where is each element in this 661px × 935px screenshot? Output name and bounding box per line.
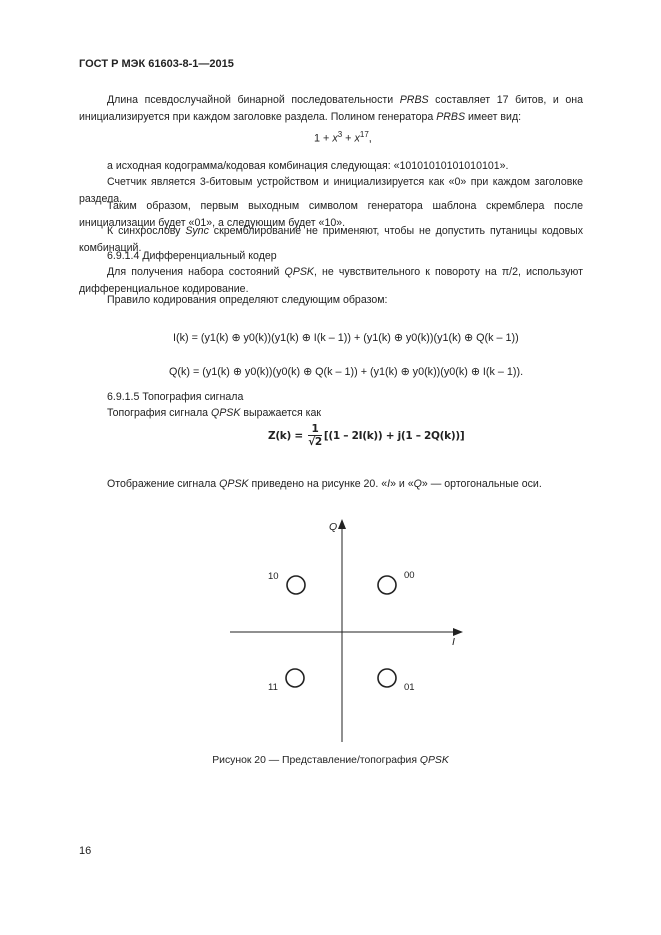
text: выражается как — [240, 407, 322, 419]
text: , — [368, 132, 372, 145]
constellation-point-01 — [378, 669, 396, 687]
text: Топография сигнала — [107, 407, 211, 419]
text: составляет 17 битов, и она инициализируется при каждом заголовке раздела. Полином генератора — [79, 94, 583, 123]
text: » и « — [390, 478, 414, 490]
section-heading-6915: 6.9.1.5 Топография сигнала — [107, 391, 244, 403]
z-rhs: [(1 – 2I(k)) + j(1 – 2Q(k))] — [323, 430, 465, 442]
section-heading-6914: 6.9.1.4 Дифференциальный кодер — [107, 250, 277, 262]
paragraph-first-symbol: Таким образом, первым выходным символом генератора шаблона скремблера после инициализации будет «01», а следующим будет «10». — [79, 200, 583, 229]
equation-i: I(k) = (y1(k) ⊕ y0(k))(y1(k) ⊕ I(k – 1)) + (y1(k) ⊕ y0(k))(y1(k) ⊕ Q(k – 1)) — [173, 332, 519, 344]
q-axis-arrow-icon — [338, 519, 346, 529]
term-q: Q — [413, 478, 422, 490]
caption-term-qpsk: QPSK — [419, 755, 449, 766]
term-qpsk: QPSK — [219, 478, 249, 490]
denominator: √2 — [308, 436, 322, 448]
equation-q: Q(k) = (y1(k) ⊕ y0(k))(y0(k) ⊕ Q(k – 1)) + (y1(k) ⊕ y0(k))(y0(k) ⊕ I(k – 1)). — [169, 366, 524, 378]
i-axis-arrow-icon — [453, 628, 463, 636]
document-header: ГОСТ Р МЭК 61603-8-1—2015 — [79, 58, 234, 70]
caption-text: Рисунок 20 — Представление/топография — [212, 755, 420, 766]
text: имеет вид: — [465, 110, 522, 123]
text: К синхрослову — [107, 225, 186, 237]
text: 1 + — [314, 132, 333, 145]
paragraph-initial-code: а исходная кодограмма/кодовая комбинация следующая: «10101010101010101». — [107, 160, 509, 172]
point-label-11: 11 — [268, 682, 278, 693]
text: , не чувствительного к повороту на π/2, используют дифференциальное кодирование. — [79, 266, 583, 295]
term-i: I — [387, 478, 391, 490]
figure-caption — [0, 755, 661, 766]
i-axis-label: I — [452, 636, 455, 648]
exponent: 3 — [337, 130, 343, 139]
text: скремблирование не применяют, чтобы не допустить путаницы кодовых комбинаций. — [79, 225, 584, 254]
text: приведено на рисунке 20. « — [248, 478, 388, 490]
text: Отображение сигнала — [107, 478, 220, 490]
point-label-10: 10 — [268, 571, 279, 582]
point-label-01: 01 — [404, 682, 415, 693]
numerator: 1 — [308, 424, 322, 436]
term-qpsk: QPSK — [284, 266, 314, 278]
z-lhs: Z(k) = — [268, 430, 307, 442]
exponent: 17 — [359, 130, 369, 139]
term-sync: Sync — [185, 225, 209, 237]
page-number: 16 — [79, 845, 92, 857]
paragraph-counter: Счетчик является 3-битовым устройством и инициализируется как «0» при каждом заголовке раздела. — [79, 176, 583, 205]
point-label-00: 00 — [404, 570, 415, 581]
q-axis-label: Q — [329, 521, 338, 533]
text: + — [342, 132, 355, 145]
paragraph-coding-rule: Правило кодирования определяют следующим образом: — [107, 294, 388, 306]
term-qpsk: QPSK — [210, 407, 241, 419]
var: x — [332, 132, 338, 145]
var: x — [354, 132, 360, 145]
constellation-point-11 — [286, 669, 304, 687]
text: » — ортогональные оси. — [421, 478, 542, 490]
text: Для получения набора состояний — [107, 266, 285, 278]
constellation-point-10 — [287, 576, 305, 594]
term-prbs: PRBS — [399, 94, 429, 106]
term-prbs: PRBS — [436, 110, 466, 123]
text: Длина псевдослучайной бинарной последовательности — [107, 94, 400, 106]
constellation-point-00 — [378, 576, 396, 594]
